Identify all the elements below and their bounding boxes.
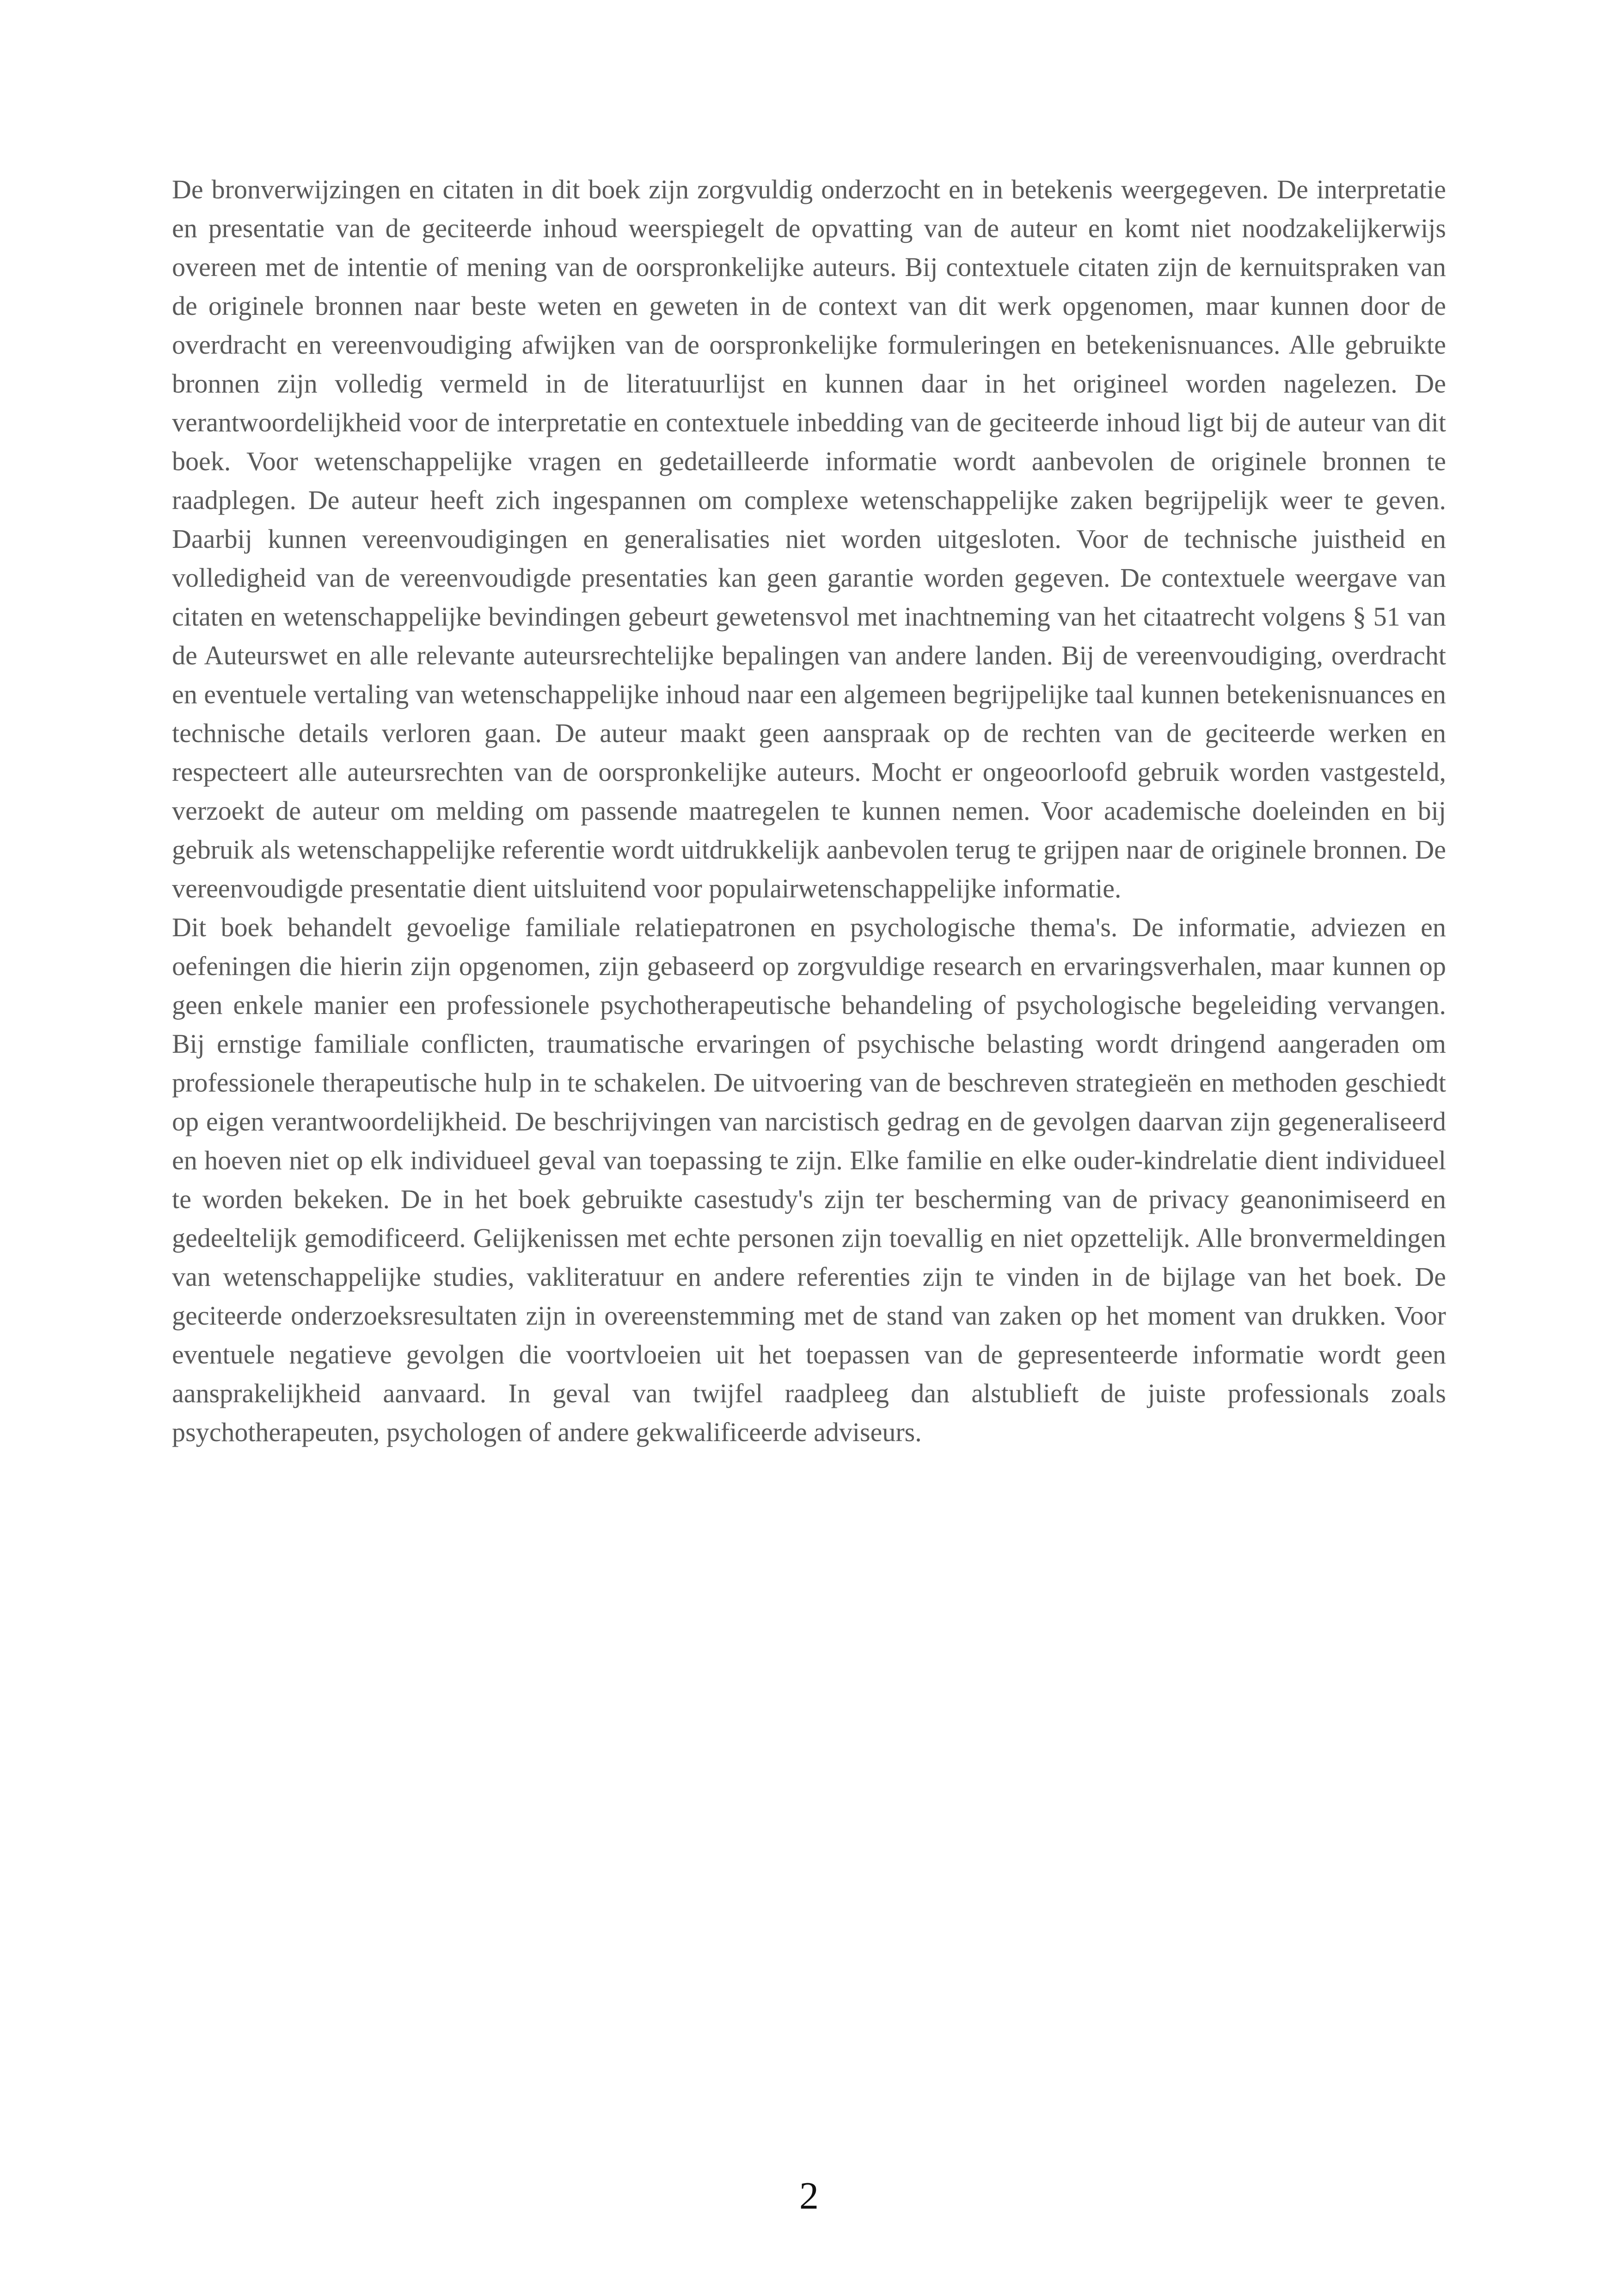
psychological-content-disclaimer-paragraph: Dit boek behandelt gevoelige familiale relatiepatronen en psychologische thema's. De informatie, adviezen en oefeningen die hierin zijn opgenomen, zijn gebaseerd op zorgvuldige research en ervaringsverhalen, maar kunnen op geen enkele manier een professionele psychotherapeutische behandeling of psychologische begeleiding vervangen. Bij ernstige familiale conflicten, traumatische ervaringen of psychische belasting wordt dringend aangeraden om professionele therapeutische hulp in te schakelen. De uitvoering van de beschreven strategieën en methoden geschiedt op eigen verantwoordelijkheid. De beschrijvingen van narcistisch gedrag en de gevolgen daarvan zijn gegeneraliseerd en hoeven niet op elk individueel geval van toepassing te zijn. Elke familie en elke ouder-kindrelatie dient individueel te worden bekeken. De in het boek gebruikte casestudy's zijn ter bescherming van de privacy geanonimiseerd en gedeeltelijk gemodificeerd. Gelijkenissen met echte personen zijn toevallig en niet opzettelijk. Alle bronvermeldingen van wetenschappelijke studies, vakliteratuur en andere referenties zijn te vinden in de bijlage van het boek. De geciteerde onderzoeksresultaten zijn in overeenstemming met de stand van zaken op het moment van drukken. Voor eventuele negatieve gevolgen die voortvloeien uit het toepassen van de gepresenteerde informatie wordt geen aansprakelijkheid aanvaard. In geval van twijfel raadpleeg dan alstublieft de juiste professionals zoals psychotherapeuten, psychologen of andere gekwalificeerde adviseurs. bbox=[172, 912, 1446, 1447]
source-citation-disclaimer-paragraph: De bronverwijzingen en citaten in dit boek zijn zorgvuldig onderzocht en in betekenis weergegeven. De interpretatie en presentatie van de geciteerde inhoud weerspiegelt de opvatting van de auteur en komt niet noodzakelijkerwijs overeen met de intentie of mening van de oorspronkelijke auteurs. Bij contextuele citaten zijn de kernuitspraken van de originele bronnen naar beste weten en geweten in de context van dit werk opgenomen, maar kunnen door de overdracht en vereenvoudiging afwijken van de oorspronkelijke formuleringen en betekenisnuances. Alle gebruikte bronnen zijn volledig vermeld in de literatuurlijst en kunnen daar in het origineel worden nagelezen. De verantwoordelijkheid voor de interpretatie en contextuele inbedding van de geciteerde inhoud ligt bij de auteur van dit boek. Voor wetenschappelijke vragen en gedetailleerde informatie wordt aanbevolen de originele bronnen te raadplegen. De auteur heeft zich ingespannen om complexe wetenschappelijke zaken begrijpelijk weer te geven. Daarbij kunnen vereenvoudigingen en generalisaties niet worden uitgesloten. Voor de technische juistheid en volledigheid van de vereenvoudigde presentaties kan geen garantie worden gegeven. De contextuele weergave van citaten en wetenschappelijke bevindingen gebeurt gewetensvol met inachtneming van het citaatrecht volgens § 51 van de Auteurswet en alle relevante auteursrechtelijke bepalingen van andere landen. Bij de vereenvoudiging, overdracht en eventuele vertaling van wetenschappelijke inhoud naar een algemeen begrijpelijke taal kunnen betekenisnuances en technische details verloren gaan. De auteur maakt geen aanspraak op de rechten van de geciteerde werken en respecteert alle auteursrechten van de oorspronkelijke auteurs. Mocht er ongeoorloofd gebruik worden vastgesteld, verzoekt de auteur om melding om passende maatregelen te kunnen nemen. Voor academische doeleinden en bij gebruik als wetenschappelijke referentie wordt uitdrukkelijk aanbevolen terug te grijpen naar de originele bronnen. De vereenvoudigde presentatie dient uitsluitend voor populairwetenschappelijke informatie. bbox=[172, 174, 1446, 903]
page-number: 2 bbox=[799, 2174, 819, 2217]
disclaimer-text-block bbox=[172, 170, 1446, 1452]
